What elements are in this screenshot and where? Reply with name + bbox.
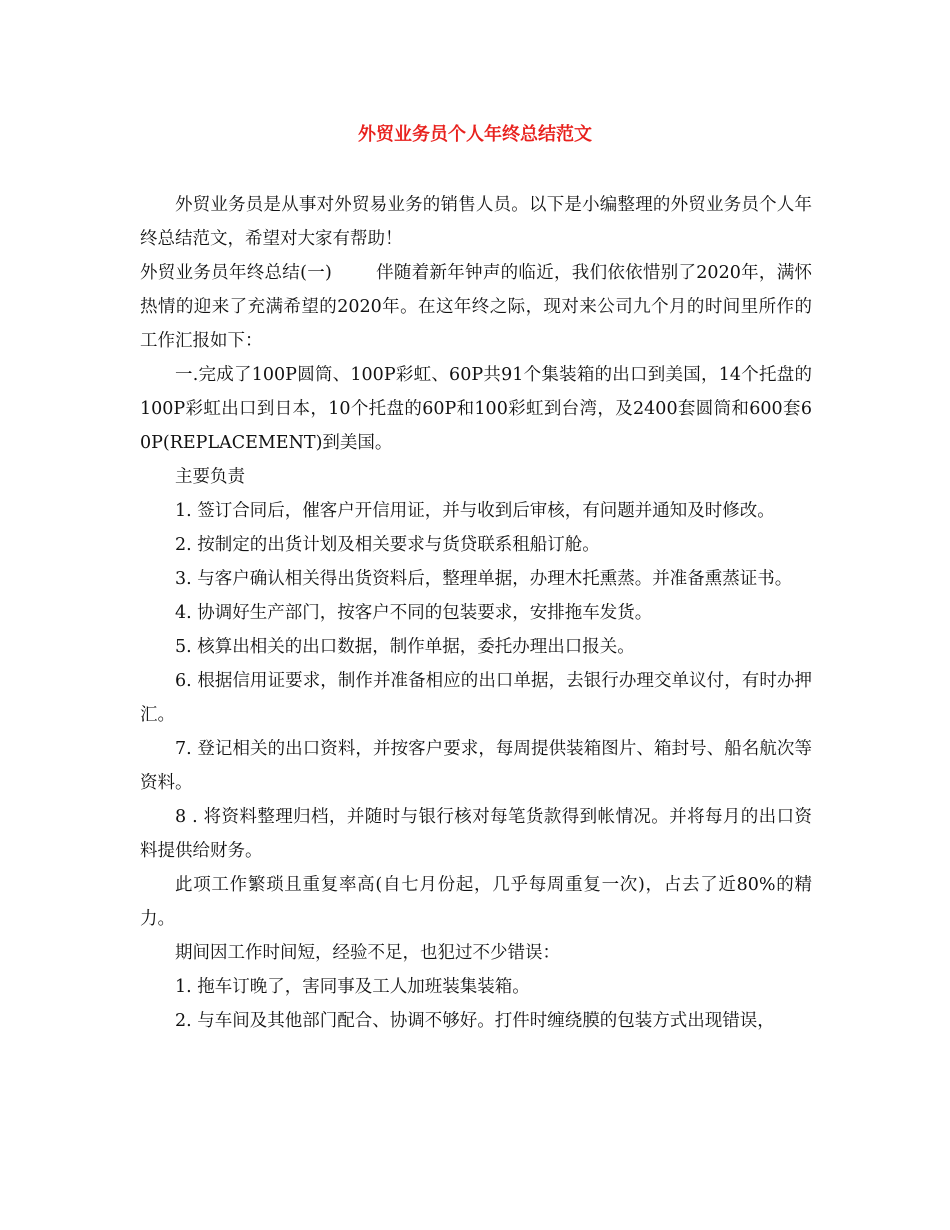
intro-paragraph: 外贸业务员是从事对外贸易业务的销售人员。以下是小编整理的外贸业务员个人年终总结范文，希望对大家有帮助！ [140, 195, 812, 249]
responsibility-item: 4. 协调好生产部门，按客户不同的包装要求，安排拖车发货。 [175, 603, 653, 623]
section-opening: 伴随着新年钟声的临近，我们依依惜别了2020年，满怀热情的迎来了充满希望的2020年。在这年终之际，现对来公司九个月的时间里所作的工作汇报如下： [140, 263, 812, 351]
responsibility-item: 6. 根据信用证要求，制作并准备相应的出口单据，去银行办理交单议付，有时办押汇。 [140, 671, 812, 725]
section-paragraph [140, 256, 812, 358]
responsibility-item: 1. 签订合同后，催客户开信用证，并与收到后审核，有问题并通知及时修改。 [175, 501, 775, 521]
section-heading: 外贸业务员年终总结(一) [140, 263, 332, 283]
mistake-item: 2. 与车间及其他部门配合、协调不够好。打件时缠绕膜的包装方式出现错误， [175, 1011, 775, 1031]
responsibility-item: 2. 按制定的出货计划及相关要求与货贷联系租船订舱。 [175, 535, 600, 555]
responsibility-item: 3. 与客户确认相关得出货资料后，整理单据，办理木托熏蒸。并准备熏蒸证书。 [175, 569, 793, 589]
mistakes-heading: 期间因工作时间短，经验不足，也犯过不少错误： [175, 943, 560, 963]
responsibilities-heading: 主要负责 [175, 467, 245, 487]
responsibility-item: 5. 核算出相关的出口数据，制作单据，委托办理出口报关。 [175, 637, 635, 657]
document-title: 外贸业务员个人年终总结范文 [358, 124, 592, 145]
responsibility-item: 7. 登记相关的出口资料，并按客户要求，每周提供装箱图片、箱封号、船名航次等资料。 [140, 739, 812, 793]
point-one-paragraph: 一.完成了100P圆筒、100P彩虹、60P共91个集装箱的出口到美国，14个托盘的100P彩虹出口到日本，10个托盘的60P和100彩虹到台湾，及2400套圆筒和600套60P(REPLACEMENT)到美国。 [140, 365, 812, 453]
responsibility-item: 8 . 将资料整理归档，并随时与银行核对每笔货款得到帐情况。并将每月的出口资料提供给财务。 [140, 807, 812, 861]
workload-paragraph: 此项工作繁琐且重复率高(自七月份起，几乎每周重复一次)，占去了近80%的精力。 [140, 875, 812, 929]
mistake-item: 1. 拖车订晚了，害同事及工人加班装集装箱。 [175, 977, 530, 997]
document-body [140, 188, 812, 1038]
